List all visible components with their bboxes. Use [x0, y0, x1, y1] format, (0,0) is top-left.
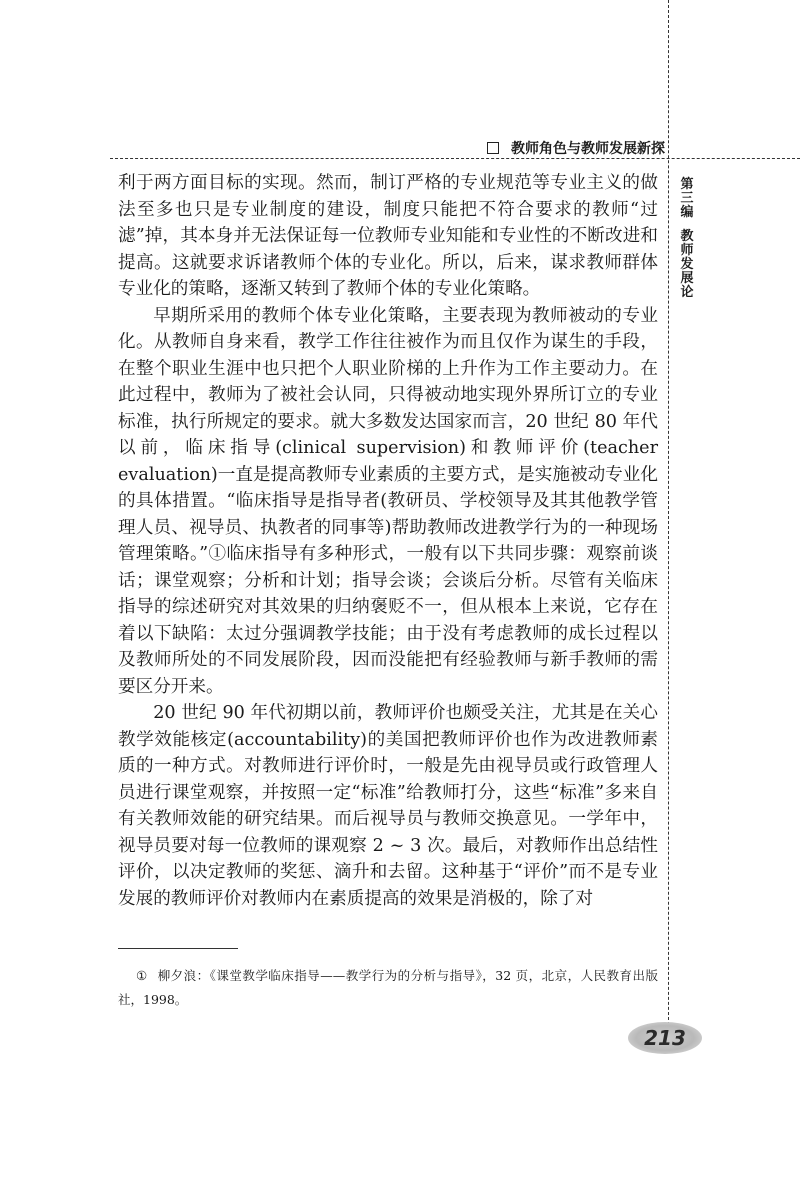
margin-dashed-line: [668, 0, 669, 1045]
page-number: 213: [628, 1022, 702, 1054]
paragraph-2: 早期所采用的教师个体专业化策略，主要表现为教师被动的专业化。从教师自身来看，教学工作往往被作为而且仅作为谋生的手段，在整个职业生涯中也只把个人职业阶梯的上升作为工作主要动力。在此过程中，教师为了被社会认同，只得被动地实现外界所订立的专业标准，执行所规定的要求。就大多数发达国家而言，20 世纪 80 年代以前，临床指导(clinical supervision)和教师评价(teacher evaluation)一直是提高教师专业素质的主要方式，是实施被动专业化的具体措置。“临床指导是指导者(教研员、学校领导及其其他教学管理人员、视导员、执教者的同事等)帮助教师改进教学行为的一种现场管理策略。”①临床指导有多种形式，一般有以下共同步骤：观察前谈话；课堂观察；分析和计划；指导会谈；会谈后分析。尽管有关临床指导的综述研究对其效果的归纳褒贬不一，但从根本上来说，它存在着以下缺陷：太过分强调教学技能；由于没有考虑教师的成长过程以及教师所处的不同发展阶段，因而没能把有经验教师与新手教师的需要区分开来。: [118, 305, 658, 697]
side-section-label: [677, 178, 697, 300]
paragraph-3: 20 世纪 90 年代初期以前，教师评价也颇受关注，尤其是在关心教学效能核定(accountability)的美国把教师评价也作为改进教师素质的一种方式。对教师进行评价时，一般是先由视导员或行政管理人员进行课堂观察，并按照一定“标准”给教师打分，这些“标准”多来自有关教师效能的研究结果。而后视导员与教师交换意见。一学年中，视导员要对每一位教师的课观察 2 ~ 3 次。最后，对教师作出总结性评价，以决定教师的奖惩、滴升和去留。这种基于“评价”而不是专业发展的教师评价对教师内在素质提高的效果是消极的，除了对: [118, 703, 658, 909]
side-part-name: 教 师 发 展 论: [680, 229, 694, 300]
footnote-rule: [118, 948, 238, 949]
paragraph-1: 利于两方面目标的实现。然而，制订严格的专业规范等专业主义的做法至多也只是专业制度的建设，制度只能把不符合要求的教师“过滤”掉，其本身并无法保证每一位教师专业知能和专业性的不断改进和提高。这就要求诉诸教师个体的专业化。所以，后来，谋求教师群体专业化的策略，逐渐又转到了教师个体的专业化策略。: [118, 173, 658, 299]
square-icon: [487, 142, 499, 154]
running-header: [420, 137, 665, 159]
header-dashed-rule: [110, 158, 800, 159]
body-text: [118, 170, 658, 912]
header-title: 教师角色与教师发展新探: [511, 141, 665, 157]
footnote: [118, 964, 658, 1012]
footnote-text: 柳夕浪：《课堂教学临床指导——教学行为的分析与指导》，32 页，北京，人民教育出版社，1998。: [118, 968, 658, 1007]
footnote-mark: ①: [136, 968, 148, 983]
side-part-label: 第 三 编: [680, 177, 694, 220]
